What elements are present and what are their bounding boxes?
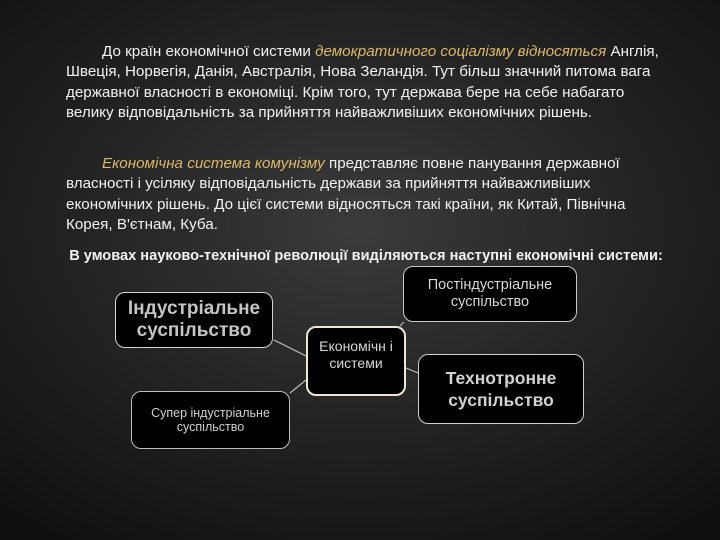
para1-text-end: Англія, Швеція, Норвегія, Данія, Австралія, Нова Зеландія. Тут більш значний питома вага державної власності в економіці. Крім того, тут держава бере на себе набагато велику відповідальність за прийняття найважливіших економічних рішень. bbox=[66, 43, 659, 122]
super-industrial-society-box bbox=[131, 391, 290, 449]
diagram-heading: В умовах науково-технічної революції виділяються наступні економічні системи: bbox=[69, 248, 663, 264]
technotronic-society-label: Технотронне суспільство bbox=[445, 368, 557, 410]
connector-super-industrial bbox=[290, 380, 306, 393]
para1-highlight: демократичного соціалізму відносяться bbox=[315, 43, 607, 60]
industrial-society-label: Індустріальне суспільство bbox=[127, 298, 261, 341]
para2-text: представляє повне панування державної власності і усіляку відповідальність держави за прийняття найважливіших економічних рішень. До цієї системи відносяться такі країни, як Китай, Північна Корея, В'єтнам, Куба. bbox=[66, 155, 626, 234]
para1-text-start: До країн економічної системи bbox=[102, 43, 316, 60]
post-industrial-society-box bbox=[403, 266, 577, 322]
economic-systems-label: Економічн і системи bbox=[319, 338, 393, 371]
connector-postindustrial bbox=[400, 322, 404, 326]
industrial-society-box bbox=[115, 292, 273, 348]
connector-industrial bbox=[274, 340, 306, 356]
technotronic-society-box bbox=[418, 354, 584, 424]
post-industrial-society-label: Постіндустріальне суспільство bbox=[427, 277, 553, 310]
economic-systems-center-box bbox=[306, 326, 406, 396]
connector-technotronic bbox=[406, 368, 418, 373]
super-industrial-society-label: Супер індустріальне суспільство bbox=[151, 405, 270, 434]
para2-highlight: Економічна система комунізму bbox=[102, 155, 325, 172]
